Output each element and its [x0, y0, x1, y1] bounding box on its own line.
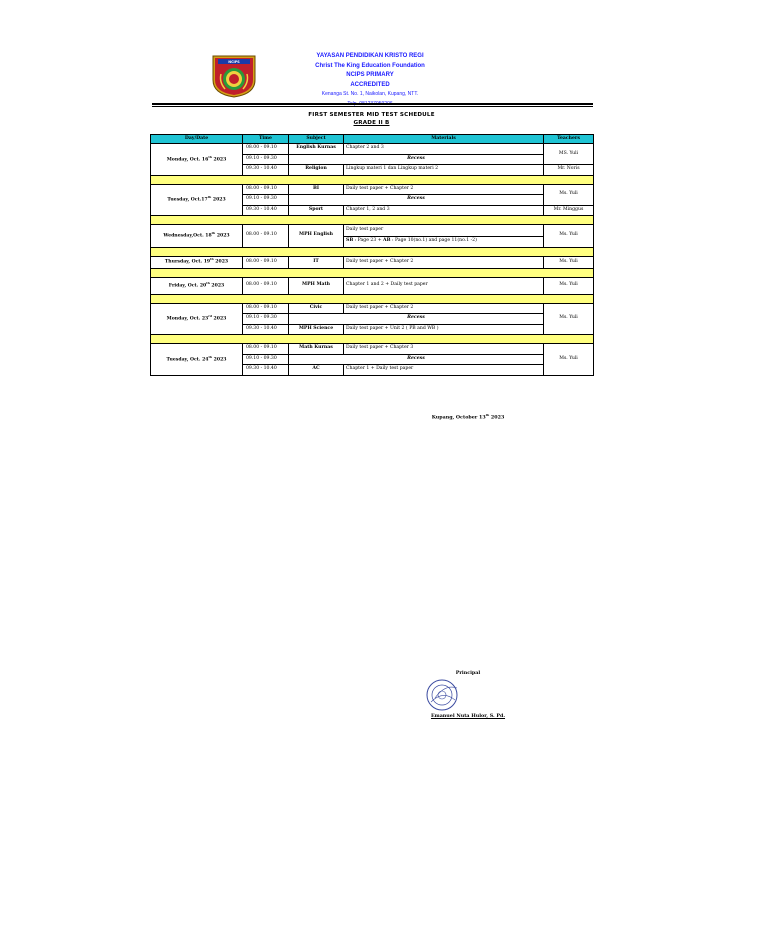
teacher-cell: Ms. Yuli	[544, 225, 594, 248]
time-cell: 08.00 - 09.10	[243, 144, 289, 155]
col-header-time: Time	[243, 135, 289, 144]
materials-cell: Lingkup materi 1 dan Lingkup materi 2	[344, 165, 544, 176]
materials-cell: Daily test paper + Chapter 3	[344, 344, 544, 355]
materials-cell: Daily test paper + Chapter 2	[344, 303, 544, 314]
recess-cell: Recess	[289, 154, 544, 165]
col-header-subject: Subject	[289, 135, 344, 144]
day-cell: Tuesday, Oct. 24th 2023	[151, 344, 243, 376]
subject-cell: Math Kurnas	[289, 344, 344, 355]
materials-cell: Chapter 1 + Daily test paper	[344, 365, 544, 376]
time-cell: 09.10 - 09.30	[243, 195, 289, 206]
materials-cell: Daily test paper	[344, 225, 544, 237]
materials-cell: Chapter 1, 2 and 3	[344, 205, 544, 216]
table-row	[151, 184, 594, 195]
teacher-cell: Mr. Minggus	[544, 205, 594, 216]
time-cell: 08.00 - 09.10	[243, 256, 289, 268]
table-row	[151, 344, 594, 355]
table-header-row	[151, 135, 594, 144]
table-row	[151, 256, 594, 268]
table-row	[151, 303, 594, 314]
table-row	[151, 144, 594, 155]
recess-cell: Recess	[289, 314, 544, 325]
subject-cell: Sport	[289, 205, 344, 216]
time-cell: 08.00 - 09.10	[243, 184, 289, 195]
school-name: NCIPS PRIMARY	[346, 72, 394, 78]
time-cell: 09.10 - 09.30	[243, 314, 289, 325]
accreditation: ACCREDITED	[350, 81, 390, 88]
materials-cell: SB : Page 23 + AB : Page 10(no.1) and page 11(no.1 -2)	[344, 237, 544, 248]
schedule-table	[150, 134, 594, 376]
materials-cell: Chapter 1 and 2 + Daily test paper	[344, 277, 544, 294]
school-stamp	[425, 678, 459, 712]
day-cell: Wednesday,Oct. 18th 2023	[151, 225, 243, 248]
subject-cell: AC	[289, 365, 344, 376]
subject-cell: English Kurnas	[289, 144, 344, 155]
separator-row	[151, 294, 594, 303]
document-title: FIRST SEMESTER MID TEST SCHEDULE	[308, 112, 435, 118]
time-cell: 09.30 - 10.40	[243, 324, 289, 335]
principal-label: Principal	[455, 670, 481, 676]
separator-row	[151, 335, 594, 344]
col-header-materials: Materials	[344, 135, 544, 144]
letterhead-rule-thin	[152, 106, 593, 107]
teacher-cell: Ms. Yuli	[544, 303, 594, 335]
letterhead-rule-thick	[152, 103, 593, 105]
materials-cell: Daily test paper + Chapter 2	[344, 184, 544, 195]
materials-cell: Daily test paper + Chapter 2	[344, 256, 544, 268]
col-header-day: Day/Date	[151, 135, 243, 144]
table-row	[151, 225, 594, 237]
foundation-name: YAYASAN PENDIDIKAN KRISTO REGI	[316, 53, 424, 59]
materials-cell: Chapter 2 and 3	[344, 144, 544, 155]
time-cell: 09.10 - 09.30	[243, 354, 289, 365]
day-cell: Friday, Oct. 20th 2023	[151, 277, 243, 294]
subject-cell: Religion	[289, 165, 344, 176]
separator-row	[151, 175, 594, 184]
teacher-cell: Ms. Yuli	[544, 184, 594, 205]
subject-cell: MPH Math	[289, 277, 344, 294]
school-address: Kenanga St. No. 1, Naikolan, Kupang, NTT.	[321, 91, 419, 97]
time-cell: 09.30 - 10.40	[243, 205, 289, 216]
time-cell: 08.00 - 09.10	[243, 225, 289, 248]
subject-cell: BI	[289, 184, 344, 195]
teacher-cell: Ms. Yuli	[544, 277, 594, 294]
materials-cell: Daily test paper + Unit 2 ( PB and WB )	[344, 324, 544, 335]
time-cell: 08.00 - 09.10	[243, 303, 289, 314]
table-row	[151, 277, 594, 294]
subject-cell: Civic	[289, 303, 344, 314]
separator-row	[151, 268, 594, 277]
teacher-cell: MS. Yuli	[544, 144, 594, 165]
col-header-teachers: Teachers	[544, 135, 594, 144]
teacher-cell: Ms. Yuli	[544, 344, 594, 376]
day-cell: Monday, Oct. 23rd 2023	[151, 303, 243, 335]
day-cell: Tuesday, Oct.17th 2023	[151, 184, 243, 216]
subject-cell: MPH Science	[289, 324, 344, 335]
place-date: Kupang, October 13th 2023	[431, 413, 505, 421]
time-cell: 08.00 - 09.10	[243, 344, 289, 355]
school-logo	[211, 54, 257, 98]
separator-row	[151, 247, 594, 256]
day-cell: Thursday, Oct. 19th 2023	[151, 256, 243, 268]
time-cell: 09.10 - 09.30	[243, 154, 289, 165]
foundation-name-en: Christ The King Education Foundation	[315, 62, 425, 69]
recess-cell: Recess	[289, 354, 544, 365]
time-cell: 08.00 - 09.10	[243, 277, 289, 294]
letterhead	[300, 52, 440, 109]
teacher-cell: Mr. Noris	[544, 165, 594, 176]
svg-text:NCIPS: NCIPS	[228, 60, 240, 64]
separator-row	[151, 216, 594, 225]
document-subtitle: GRADE II B	[353, 120, 390, 126]
principal-name: Emanuel Nuta Hulor, S. Pd.	[430, 713, 506, 719]
subject-cell: IT	[289, 256, 344, 268]
day-cell: Monday, Oct. 16th 2023	[151, 144, 243, 176]
time-cell: 09.30 - 10.40	[243, 365, 289, 376]
teacher-cell: Ms. Yuli	[544, 256, 594, 268]
time-cell: 09.30 - 10.40	[243, 165, 289, 176]
subject-cell: MPH English	[289, 225, 344, 248]
recess-cell: Recess	[289, 195, 544, 206]
